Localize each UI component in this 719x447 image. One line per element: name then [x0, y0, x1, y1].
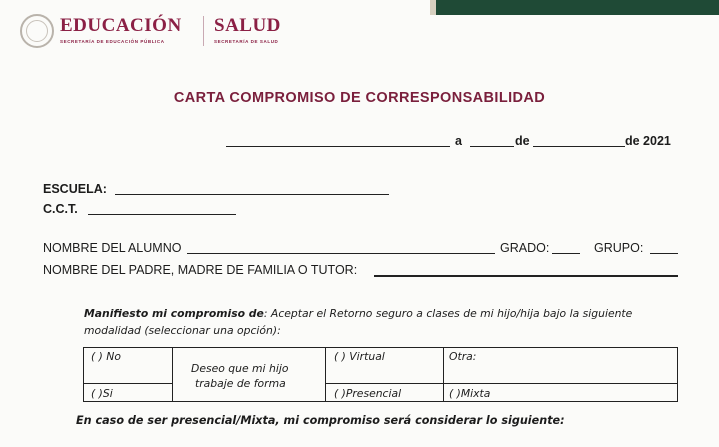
cct-label: C.C.T.	[43, 202, 78, 216]
manifiesto-text-2: modalidad (seleccionar una opción):	[84, 324, 281, 337]
padre-blank-line[interactable]	[374, 275, 678, 277]
government-seal-icon	[20, 14, 54, 48]
header-decoration-bar	[430, 0, 719, 15]
padre-label: NOMBRE DEL PADRE, MADRE DE FAMILIA O TUTOR:	[43, 263, 358, 277]
manifiesto-line-1	[84, 307, 632, 320]
option-no[interactable]: ( ) No	[91, 350, 121, 363]
escuela-blank-line[interactable]	[115, 194, 389, 195]
brand-divider	[203, 16, 204, 46]
alumno-blank-line[interactable]	[187, 253, 495, 254]
grupo-label: GRUPO:	[594, 241, 644, 255]
footer-statement: En caso de ser presencial/Mixta, mi compromiso será considerar lo siguiente:	[76, 414, 565, 427]
document-title: CARTA COMPROMISO DE CORRESPONSABILIDAD	[173, 90, 546, 106]
option-presencial[interactable]: ( )Presencial	[334, 387, 402, 400]
day-blank-line[interactable]	[470, 146, 514, 147]
grado-label: GRADO:	[500, 241, 550, 255]
option-mixta[interactable]: ( )Mixta	[449, 387, 491, 400]
cct-blank-line[interactable]	[88, 214, 236, 215]
manifiesto-text-1: : Aceptar el Retorno seguro a clases de mi hijo/hija bajo la siguiente	[263, 307, 633, 320]
date-a-label: a	[455, 134, 462, 148]
alumno-label: NOMBRE DEL ALUMNO	[43, 241, 182, 255]
manifiesto-lead: Manifiesto mi compromiso de	[84, 307, 264, 320]
table-row-divider-right	[325, 383, 678, 384]
escuela-label: ESCUELA:	[43, 182, 107, 196]
brand-salud-subtitle: SECRETARÍA DE SALUD	[214, 39, 279, 44]
option-si[interactable]: ( )Si	[91, 387, 113, 400]
option-virtual[interactable]: ( ) Virtual	[334, 350, 385, 363]
place-blank-line[interactable]	[226, 146, 450, 147]
month-blank-line[interactable]	[533, 146, 625, 147]
brand-educacion-subtitle: SECRETARÍA DE EDUCACIÓN PÚBLICA	[60, 39, 165, 44]
brand-salud: SALUD	[214, 15, 281, 36]
header-decoration-edge	[430, 0, 436, 15]
date-de-label: de	[515, 134, 530, 148]
deseo-text-2: trabaje de forma	[195, 377, 286, 390]
date-year-label: de 2021	[625, 134, 671, 148]
grupo-blank-line[interactable]	[650, 253, 678, 254]
table-row-divider-left	[83, 383, 172, 384]
table-col-divider-3	[443, 347, 444, 402]
grado-blank-line[interactable]	[552, 253, 580, 254]
brand-educacion: EDUCACIÓN	[60, 15, 182, 36]
table-col-divider-2	[325, 347, 326, 402]
deseo-text-1: Deseo que mi hijo	[191, 362, 289, 375]
table-col-divider-1	[172, 347, 173, 402]
option-otra[interactable]: Otra:	[449, 350, 477, 363]
